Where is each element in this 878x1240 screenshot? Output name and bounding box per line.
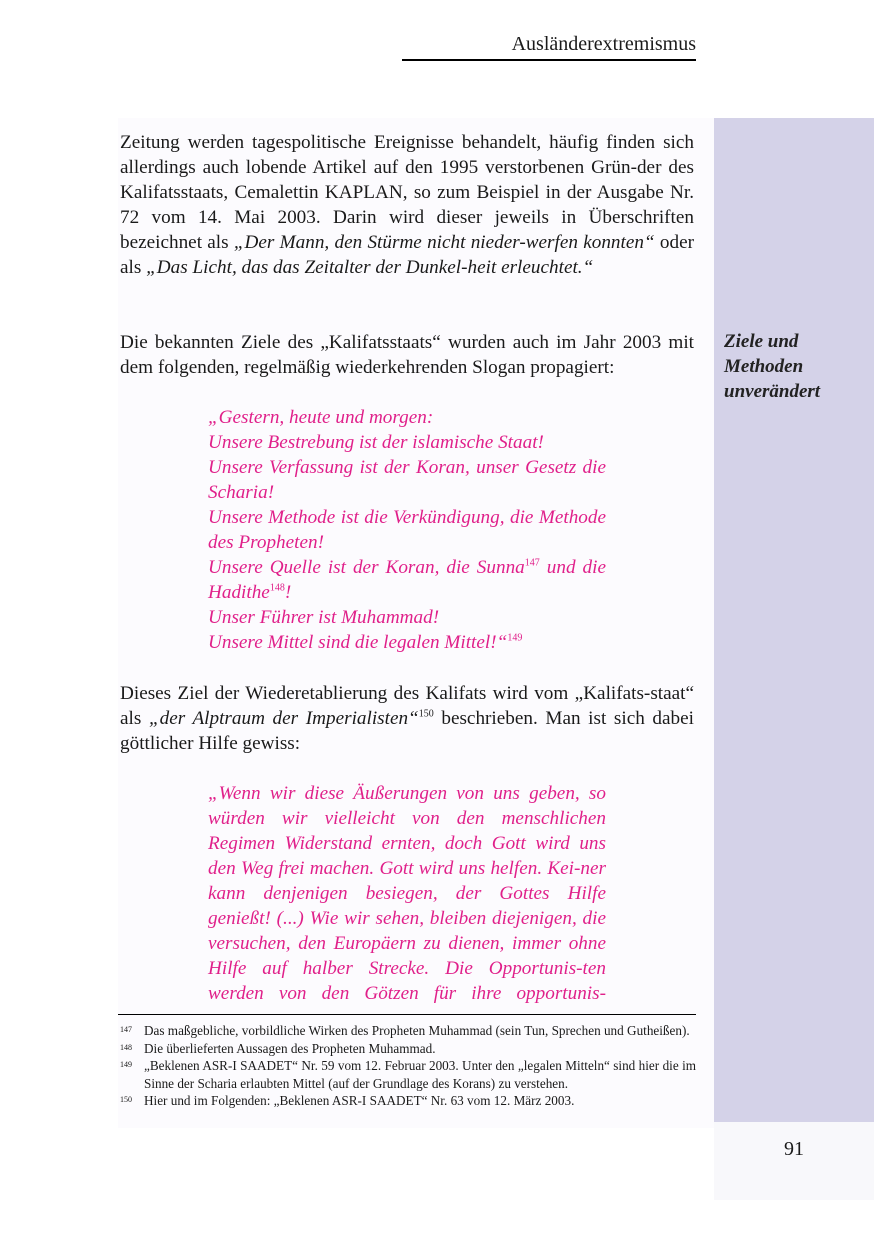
paragraph-1 [120, 130, 694, 280]
paragraph-3-quote: „der Alptraum der Imperialisten“ [148, 708, 419, 729]
paragraph-3-intro: Dieses Ziel der Wiederetablierung des Kalifats wird vom „Kalifats-staat“ als [120, 683, 694, 729]
footnote-ref-149[interactable]: 149 [507, 632, 523, 644]
header-title: Ausländerextremismus [511, 33, 696, 55]
footnote-ref-148[interactable]: 148 [269, 582, 285, 594]
footnote-text: „Beklenen ASR-I SAADET“ Nr. 59 vom 12. Februar 2003. Unter den „legalen Mitteln“ sind hier die im Sinne der Scharia erlaubten Mittel (auf der Grundlage des Korans) zu verstehen. [144, 1058, 696, 1091]
footnote-148 [120, 1040, 696, 1058]
footnote-149 [120, 1057, 696, 1092]
paragraph-3 [120, 681, 694, 756]
footnote-number: 148 [120, 1042, 132, 1052]
slogan-line-4: Unsere Methode ist die Verkündigung, die Methode des Propheten! [208, 507, 606, 553]
kaplan-quote: „Wenn wir diese Äußerungen von uns geben, so würden wir vielleicht von den menschlichen Regimen Widerstand ernten, doch Gott wird uns den Weg frei machen. Gott wird uns helfen. Kei-ner kann denjenigen besiegen, der Gottes Hilfe genießt! (...) Wie wir sehen, bleiben diejenigen, die versuchen, den Europäern zu dienen, immer ohne Hilfe auf halber Strecke. Die Opportunis-ten werden von den Götzen für ihre opportunis- [208, 783, 606, 1004]
slogan-line-7 [208, 630, 606, 655]
slogan-line-5 [208, 555, 606, 605]
slogan-line-5a: Unsere Quelle ist der Koran, die Sunna [208, 557, 525, 578]
footnote-number: 150 [120, 1095, 132, 1104]
footnote-text: Hier und im Folgenden: „Beklenen ASR-I SAADET“ Nr. 63 vom 12. März 2003. [144, 1093, 575, 1108]
slogan-line-1: „Gestern, heute und morgen: [208, 407, 434, 428]
slogan-line-6: Unser Führer ist Muhammad! [208, 607, 440, 628]
slogan-line-3: Unsere Verfassung ist der Koran, unser Gesetz die Scharia! [208, 457, 606, 503]
slogan-line-2: Unsere Bestrebung ist der islamische Staat! [208, 432, 544, 453]
slogan-line-5c: ! [284, 582, 292, 603]
paragraph-1-quote-1: „Der Mann, den Stürme nicht nieder-werfen konnten“ [233, 232, 655, 253]
slogan-line-7-text: Unsere Mittel sind die legalen Mittel!“ [208, 632, 508, 653]
footnote-150 [120, 1092, 696, 1110]
paragraph-3-outro: beschrieben. Man ist sich dabei göttlicher Hilfe gewiss: [120, 708, 694, 754]
paragraph-1-quote-2: „Das Licht, das das Zeitalter der Dunkel-heit erleuchtet.“ [146, 257, 594, 278]
margin-sidebar [714, 118, 874, 1122]
footnote-text: Das maßgebliche, vorbildliche Wirken des Propheten Muhammad (sein Tun, Sprechen und Gutheißen). [144, 1023, 690, 1038]
paragraph-1-mid: oder als [120, 232, 695, 278]
footnotes [120, 1022, 696, 1110]
footnote-number: 147 [120, 1025, 132, 1034]
paragraph-2: Die bekannten Ziele des „Kalifatsstaats“ wurden auch im Jahr 2003 mit dem folgenden, regelmäßig wiederkehrenden Slogan propagiert: [120, 332, 694, 378]
margin-note: Ziele und Methoden unverändert [724, 331, 821, 402]
slogan-line-5b: und die Hadithe [208, 557, 606, 603]
slogan-quote [208, 405, 606, 655]
page-number: 91 [784, 1138, 804, 1160]
paragraph-1-intro: Zeitung werden tagespolitische Ereignisse behandelt, häufig finden sich allerdings auch lobende Artikel auf den 1995 verstorbenen Grün-der des Kalifatsstaats, Cemalettin KAPLAN, so zum Beispiel in der Ausgabe Nr. 72 vom 14. Mai 2003. Darin wird dieser jeweils in Überschriften bezeichnet als [120, 132, 694, 253]
footnote-ref-147[interactable]: 147 [524, 557, 540, 569]
running-header [402, 30, 696, 61]
footnote-147 [120, 1022, 696, 1040]
footnote-number: 149 [120, 1060, 132, 1069]
footnote-rule [118, 1014, 696, 1015]
footnote-ref-150[interactable]: 150 [418, 708, 434, 720]
footnote-text: Die überlieferten Aussagen des Propheten Muhammad. [144, 1040, 436, 1056]
